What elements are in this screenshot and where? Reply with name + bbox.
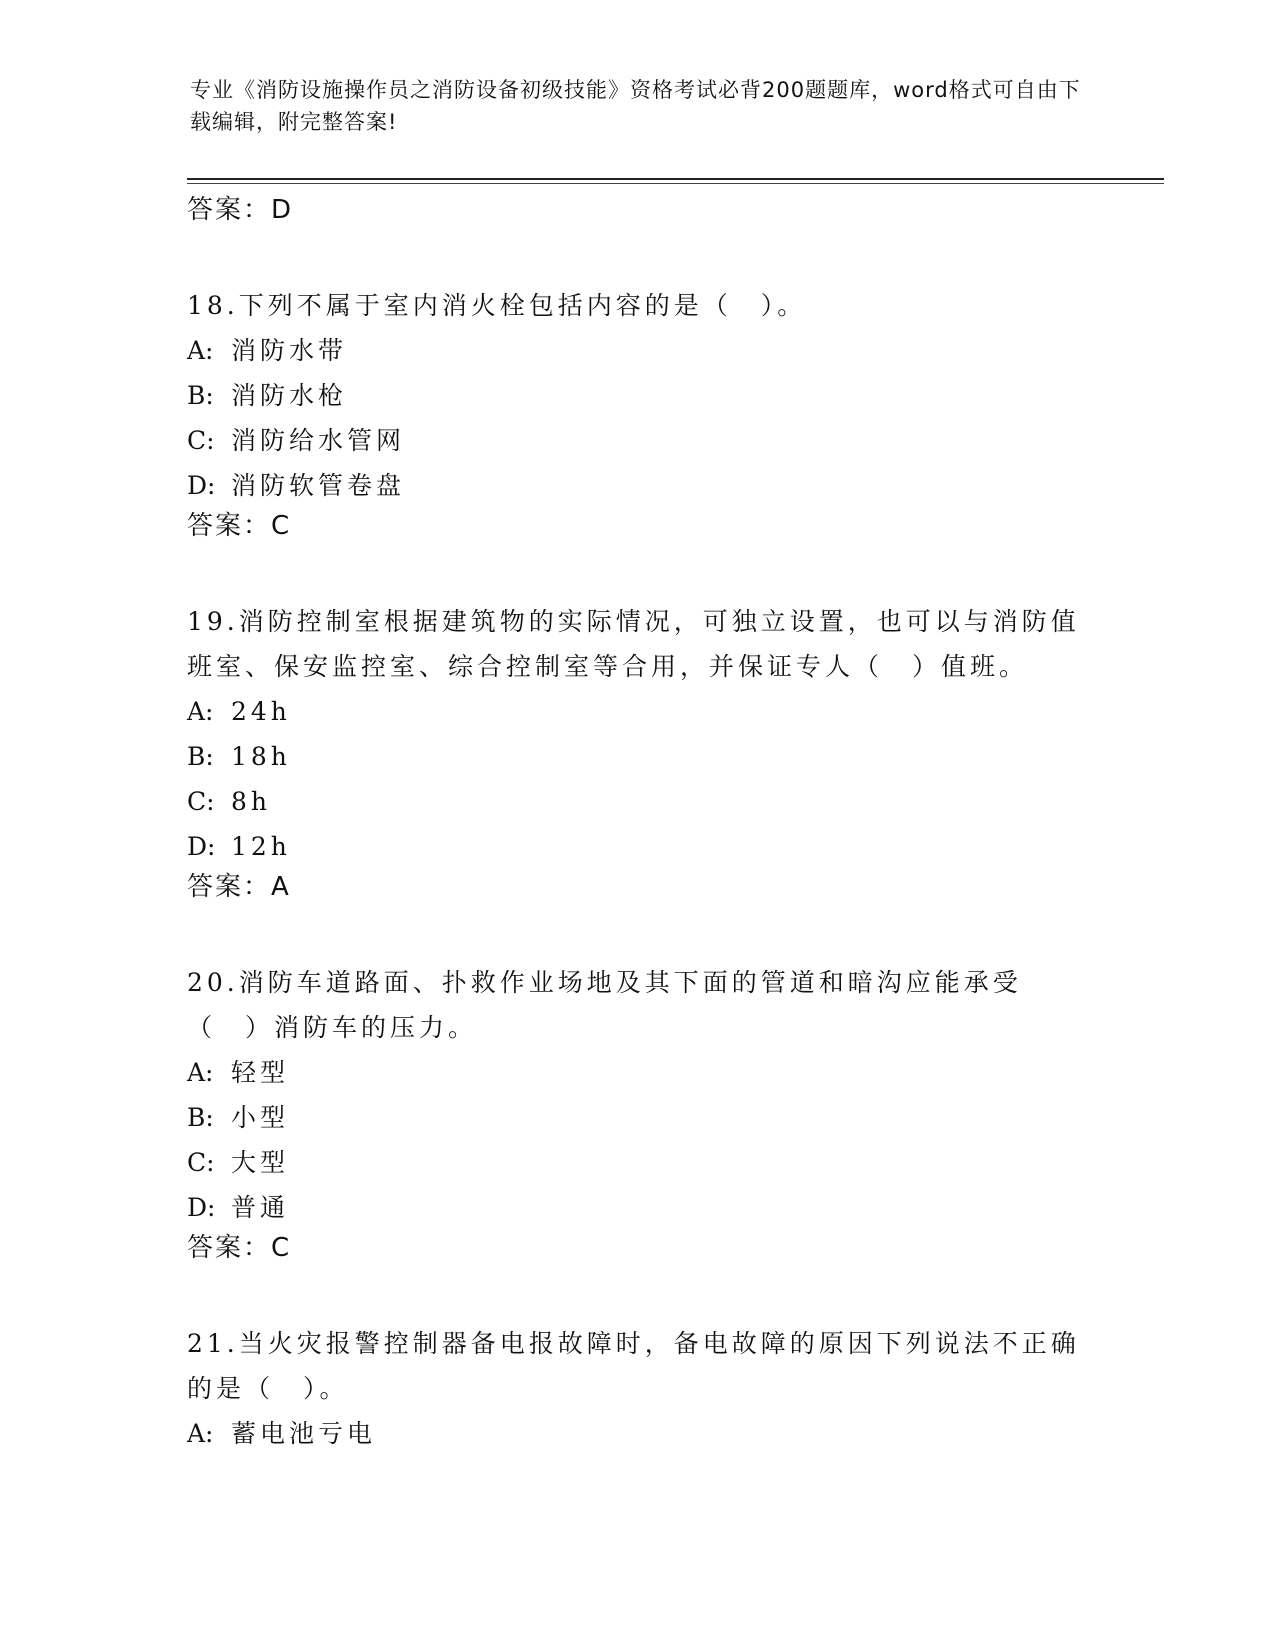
question-text: 18.下列不属于室内消火栓包括内容的是（ ）。 <box>187 291 807 320</box>
option-a <box>187 1050 1087 1095</box>
spacer <box>187 1266 1087 1321</box>
option-b <box>187 373 1087 418</box>
option-c <box>187 779 1087 824</box>
answer-line <box>187 1230 1087 1266</box>
question-block <box>187 599 1087 905</box>
option-letter: B: <box>187 1103 214 1132</box>
option-letter: D: <box>187 471 216 500</box>
header-divider-thick <box>187 178 1164 180</box>
option-d <box>187 463 1087 508</box>
answer-label: 答案： <box>187 511 272 541</box>
question-text: 19.消防控制室根据建筑物的实际情况，可独立设置，也可以与消防值班室、保安监控室、综合控制室等合用，并保证专人（ ）值班。 <box>187 607 1080 681</box>
answer-line <box>187 192 1087 228</box>
option-d <box>187 824 1087 869</box>
option-a <box>187 328 1087 373</box>
answer-line <box>187 869 1087 905</box>
option-b <box>187 1095 1087 1140</box>
answer-label: 答案： <box>187 872 272 902</box>
option-letter: A: <box>187 1058 214 1087</box>
option-letter: C: <box>187 787 215 816</box>
option-text: 小型 <box>231 1103 290 1132</box>
answer-value: D <box>271 195 294 225</box>
option-letter: C: <box>187 426 215 455</box>
option-letter: A: <box>187 1419 214 1448</box>
document-header: 专业《消防设施操作员之消防设备初级技能》资格考试必背200题题库，word格式可自由下载编辑，附完整答案! <box>190 78 1081 134</box>
option-a <box>187 1411 1087 1456</box>
option-text: 消防软管卷盘 <box>231 471 406 500</box>
answer-value: A <box>271 872 291 902</box>
question-text: 21.当火灾报警控制器备电报故障时，备电故障的原因下列说法不正确的是（ ）。 <box>187 1329 1080 1403</box>
question-block <box>187 1321 1087 1456</box>
option-text: 18h <box>231 742 291 771</box>
answer-line <box>187 508 1087 544</box>
option-letter: B: <box>187 742 214 771</box>
spacer <box>187 905 1087 960</box>
question-block <box>187 283 1087 544</box>
answer-value: C <box>271 1233 292 1263</box>
option-text: 普通 <box>231 1193 290 1222</box>
option-b <box>187 734 1087 779</box>
spacer <box>187 544 1087 599</box>
option-d <box>187 1185 1087 1230</box>
option-letter: D: <box>187 1193 216 1222</box>
option-letter: A: <box>187 336 214 365</box>
option-text: 12h <box>231 832 291 861</box>
option-c <box>187 1140 1087 1185</box>
option-letter: A: <box>187 697 214 726</box>
option-text: 消防水带 <box>231 336 348 365</box>
option-letter: C: <box>187 1148 215 1177</box>
answer-label: 答案： <box>187 1233 272 1263</box>
option-text: 蓄电池亏电 <box>231 1419 377 1448</box>
question-text: 20.消防车道路面、扑救作业场地及其下面的管道和暗沟应能承受（ ）消防车的压力。 <box>187 968 1022 1042</box>
question-list <box>187 192 1087 1456</box>
option-a <box>187 689 1087 734</box>
option-text: 24h <box>231 697 291 726</box>
option-text: 8h <box>231 787 272 816</box>
header-divider-thin <box>187 183 1164 184</box>
option-text: 消防给水管网 <box>231 426 406 455</box>
answer-label: 答案： <box>187 195 272 225</box>
question-block <box>187 960 1087 1266</box>
option-text: 消防水枪 <box>231 381 348 410</box>
spacer <box>187 228 1087 283</box>
option-letter: D: <box>187 832 216 861</box>
option-letter: B: <box>187 381 214 410</box>
option-c <box>187 418 1087 463</box>
option-text: 轻型 <box>231 1058 290 1087</box>
option-text: 大型 <box>231 1148 290 1177</box>
answer-value: C <box>271 511 292 541</box>
